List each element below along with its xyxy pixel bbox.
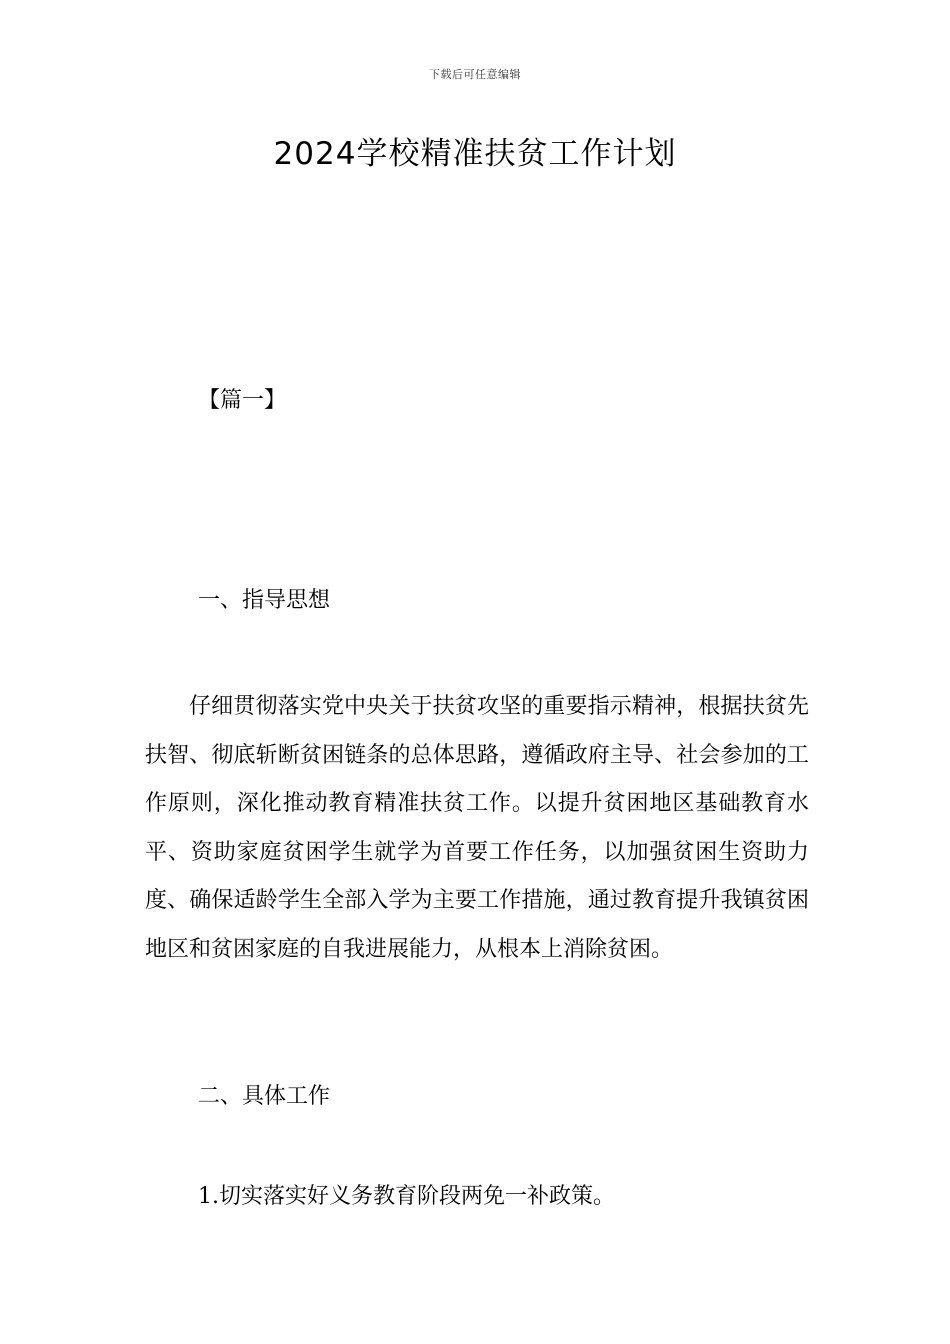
document-title: 2024学校精准扶贫工作计划: [273, 136, 677, 172]
section-marker: 【篇一】: [198, 388, 287, 413]
body-paragraph: 仔细贯彻落实党中央关于扶贫攻坚的重要指示精神，根据扶贫先扶智、彻底斩断贫困链条的总体思路，遵循政府主导、社会参加的工作原则，深化推动教育精准扶贫工作。以提升贫困地区基础教育水平、资助家庭贫困学生就学为首要工作任务，以加强贫困生资助力度、确保适龄学生全部入学为主要工作措施，通过教育提升我镇贫困地区和贫困家庭的自我进展能力，从根本上消除贫困。: [145, 694, 809, 962]
section-heading-guiding-ideology: 一、指导思想: [198, 588, 331, 613]
header-note: 下载后可任意编辑: [429, 68, 521, 81]
list-item: 1.切实落实好义务教育阶段两免一补政策。: [198, 1184, 615, 1209]
section-heading-specific-work: 二、具体工作: [198, 1084, 331, 1109]
